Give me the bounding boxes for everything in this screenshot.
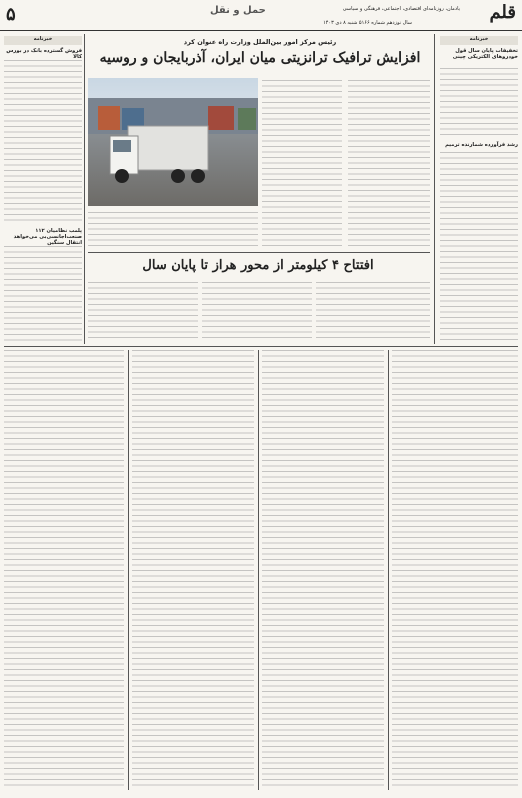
- newspaper-logo: قلم: [489, 2, 516, 23]
- left-box-header: خبرنامه: [4, 36, 82, 45]
- page-header: [0, 0, 522, 31]
- right-column-text-2: [440, 152, 518, 342]
- column-rule: [84, 34, 85, 344]
- second-story-text-2: [202, 282, 312, 342]
- left-column-text: [4, 60, 82, 225]
- story-kicker: رئیس مرکز امور بین‌الملل وزارت راه عنوان کرد: [183, 38, 337, 46]
- column-rule: [128, 350, 129, 790]
- tagline: یادمان، روزنامه‌ای اقتصادی، اجتماعی، فرهنگی و سیاسی: [342, 6, 460, 12]
- story-text-col-2: [348, 80, 430, 248]
- truck-photo: [88, 78, 258, 206]
- right-box-header: خبرنامه: [440, 36, 518, 45]
- left-item-title: فروش گسترده بانک در بورس کالا: [6, 48, 82, 60]
- left-column-text-2: [4, 246, 82, 342]
- story-headline: افزایش ترافیک ترانزیتی میان ایران، آذربایجان و روسیه: [99, 50, 421, 66]
- divider: [88, 252, 430, 253]
- right-item-title: تخفیفات پایان سال قول خودروهای الکتریکی چینی: [452, 48, 518, 60]
- second-headline: افتتاح ۴ کیلومتر از محور هراز تا پایان سال: [142, 258, 374, 273]
- notice-column-4: [4, 350, 124, 790]
- second-story-text-1: [88, 282, 198, 342]
- notice-column-3: [132, 350, 254, 790]
- story-text-col-1: [262, 80, 342, 248]
- column-rule: [434, 34, 435, 344]
- story-text-col-3: [88, 212, 258, 248]
- left-item2-title: پلمب نظامیان ۱۱۲ صنعت‌اجانسی‌بی می‌خواهد انتقال سنگین: [13, 228, 82, 246]
- issue-info: سال نوزدهم شماره ۵۱۶۶ شنبه ۸ دی ۱۴۰۳: [323, 20, 412, 26]
- horizontal-divider: [4, 346, 518, 347]
- right-item2-title: رشد فرآورده شمارنده ترمیم: [445, 142, 518, 148]
- notice-column-2: [262, 350, 384, 790]
- right-column-text: [440, 68, 518, 138]
- truck-illustration: [88, 78, 258, 206]
- second-story-text-3: [316, 282, 430, 342]
- section-title: حمل و نقل: [210, 5, 266, 16]
- notice-column-1: [392, 350, 518, 790]
- column-rule: [388, 350, 389, 790]
- page-number: ۵: [6, 4, 16, 25]
- column-rule: [258, 350, 259, 790]
